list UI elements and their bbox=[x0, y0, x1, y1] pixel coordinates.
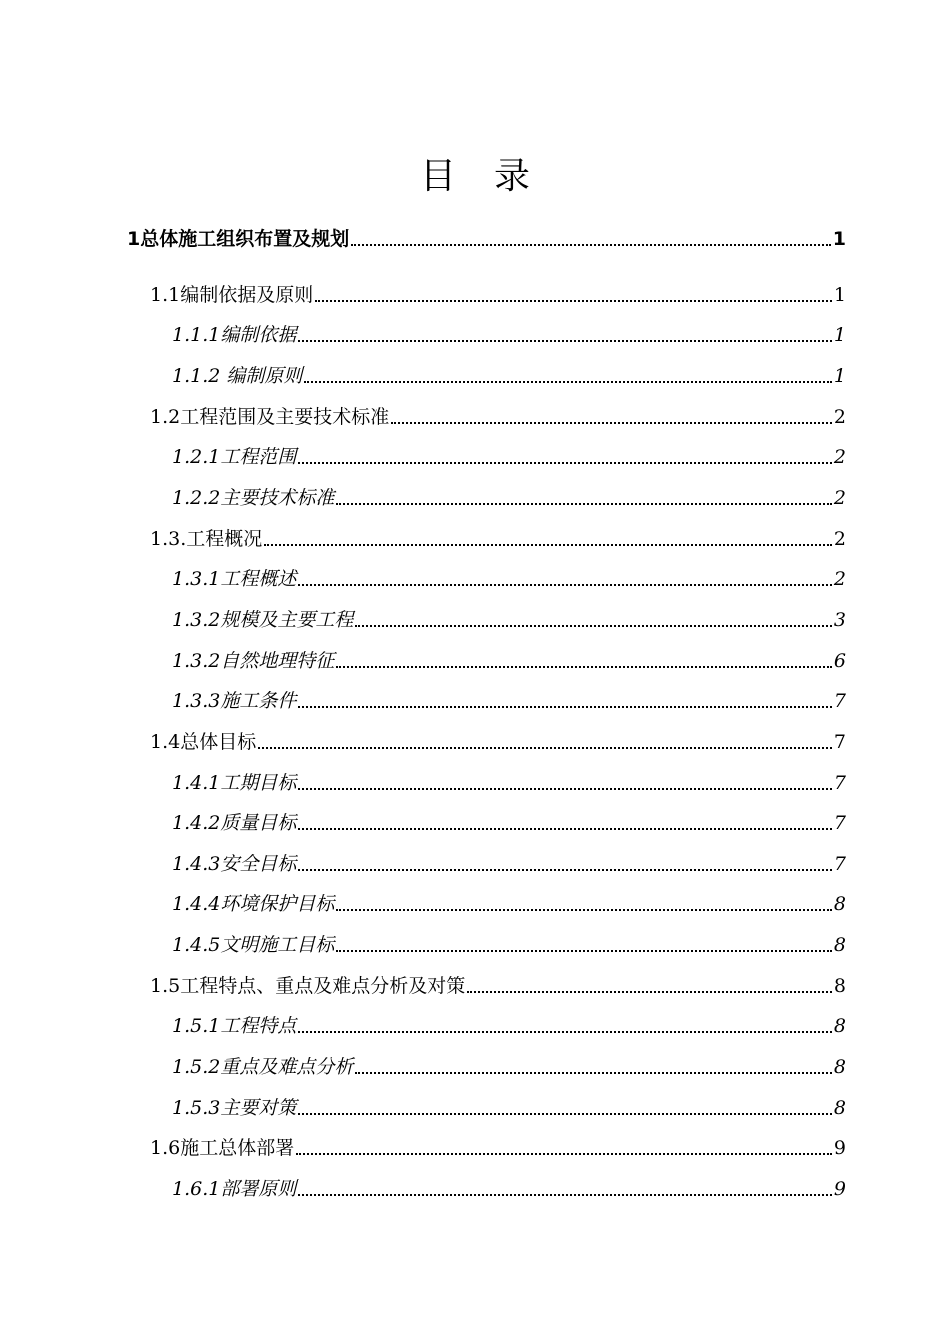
toc-leader-dots bbox=[298, 868, 832, 871]
toc-entry-label: 1.2工程范围及主要技术标准 bbox=[150, 406, 390, 428]
toc-entry-label: 1.6.1部署原则 bbox=[172, 1178, 297, 1200]
toc-entry[interactable] bbox=[172, 1008, 846, 1038]
toc-entry[interactable] bbox=[172, 765, 846, 795]
toc-entry-page-number: 2 bbox=[833, 568, 846, 590]
toc-leader-dots bbox=[298, 1112, 832, 1115]
toc-leader-dots bbox=[336, 665, 832, 668]
toc-entry-label: 1总体施工组织布置及规划 bbox=[127, 228, 350, 250]
toc-entry[interactable] bbox=[150, 399, 846, 429]
toc-entry-page-number: 2 bbox=[833, 487, 846, 509]
toc-entry[interactable] bbox=[127, 221, 846, 251]
toc-entry[interactable] bbox=[172, 643, 846, 673]
toc-entry-page-number: 1 bbox=[832, 228, 846, 250]
toc-entry[interactable] bbox=[172, 480, 846, 510]
toc-leader-dots bbox=[315, 299, 832, 302]
toc-entry-label: 1.3.工程概况 bbox=[150, 528, 263, 550]
toc-entry-label: 1.4.2质量目标 bbox=[172, 812, 297, 834]
toc-entry-label: 1.4.5文明施工目标 bbox=[172, 934, 335, 956]
toc-entry[interactable] bbox=[150, 968, 846, 998]
toc-leader-dots bbox=[391, 421, 832, 424]
toc-entry-label: 1.4.4环境保护目标 bbox=[172, 893, 335, 915]
toc-entry[interactable] bbox=[172, 1171, 846, 1201]
toc-entry-label: 1.1编制依据及原则 bbox=[150, 284, 314, 306]
toc-entry-label: 1.5工程特点、重点及难点分析及对策 bbox=[150, 975, 466, 997]
toc-leader-dots bbox=[298, 461, 832, 464]
toc-entry-page-number: 2 bbox=[833, 528, 846, 550]
toc-entry-page-number: 8 bbox=[833, 893, 846, 915]
toc-entry-label: 1.5.1工程特点 bbox=[172, 1015, 297, 1037]
toc-entry-page-number: 2 bbox=[833, 406, 846, 428]
toc-entry[interactable] bbox=[150, 521, 846, 551]
toc-entry-label: 1.2.1工程范围 bbox=[172, 446, 297, 468]
toc-leader-dots bbox=[264, 543, 832, 546]
toc-entry[interactable] bbox=[172, 439, 846, 469]
toc-entry-page-number: 7 bbox=[833, 731, 846, 753]
toc-entry[interactable] bbox=[172, 846, 846, 876]
toc-leader-dots bbox=[298, 339, 832, 342]
toc-entry[interactable] bbox=[150, 277, 846, 307]
toc-entry[interactable] bbox=[172, 317, 846, 347]
toc-leader-dots bbox=[298, 583, 832, 586]
toc-entry-page-number: 8 bbox=[833, 934, 846, 956]
toc-leader-dots bbox=[298, 1193, 832, 1196]
toc-entry-label: 1.3.2自然地理特征 bbox=[172, 650, 335, 672]
toc-leader-dots bbox=[355, 624, 832, 627]
toc-leader-dots bbox=[336, 502, 832, 505]
toc-title-part1: 目 bbox=[419, 156, 456, 197]
toc-entry-label: 1.3.2规模及主要工程 bbox=[172, 609, 354, 631]
toc-leader-dots bbox=[355, 1071, 832, 1074]
toc-entry-label: 1.3.3施工条件 bbox=[172, 690, 297, 712]
toc-leader-dots bbox=[304, 380, 832, 383]
toc-leader-dots bbox=[298, 827, 832, 830]
toc-entry-page-number: 7 bbox=[833, 690, 846, 712]
toc-leader-dots bbox=[298, 705, 832, 708]
toc-entry-page-number: 9 bbox=[833, 1178, 846, 1200]
toc-entry-page-number: 1 bbox=[833, 284, 846, 306]
toc-title-part2: 录 bbox=[494, 156, 531, 197]
toc-entry-label: 1.6施工总体部署 bbox=[150, 1137, 295, 1159]
toc-entry[interactable] bbox=[172, 886, 846, 916]
toc-leader-dots bbox=[336, 908, 832, 911]
toc-entry[interactable] bbox=[150, 724, 846, 754]
toc-entry-page-number: 8 bbox=[833, 975, 846, 997]
toc-entry[interactable] bbox=[172, 927, 846, 957]
toc-entry[interactable] bbox=[172, 683, 846, 713]
toc-entry-page-number: 7 bbox=[833, 812, 846, 834]
toc-entry-label: 1.1.1编制依据 bbox=[172, 324, 297, 346]
toc-leader-dots bbox=[351, 243, 831, 246]
toc-title bbox=[0, 152, 950, 202]
toc-entry-page-number: 7 bbox=[833, 772, 846, 794]
toc-entry-page-number: 9 bbox=[833, 1137, 846, 1159]
toc-entry-label: 1.4总体目标 bbox=[150, 731, 257, 753]
toc-entry-page-number: 3 bbox=[833, 609, 846, 631]
toc-entry-page-number: 1 bbox=[833, 365, 846, 387]
toc-entry-label: 1.1.2 编制原则 bbox=[172, 365, 303, 387]
toc-entry[interactable] bbox=[172, 602, 846, 632]
toc-leader-dots bbox=[467, 990, 832, 993]
toc-entry-page-number: 2 bbox=[833, 446, 846, 468]
toc-entry-label: 1.4.3安全目标 bbox=[172, 853, 297, 875]
toc-entry[interactable] bbox=[172, 1049, 846, 1079]
toc-entry[interactable] bbox=[172, 358, 846, 388]
toc-entry-page-number: 6 bbox=[833, 650, 846, 672]
toc-leader-dots bbox=[296, 1152, 832, 1155]
toc-entry-page-number: 8 bbox=[833, 1015, 846, 1037]
toc-entry-label: 1.5.3主要对策 bbox=[172, 1097, 297, 1119]
toc-entry[interactable] bbox=[172, 561, 846, 591]
toc-entry-label: 1.5.2重点及难点分析 bbox=[172, 1056, 354, 1078]
toc-leader-dots bbox=[298, 787, 832, 790]
toc-entry-label: 1.2.2主要技术标准 bbox=[172, 487, 335, 509]
toc-entry-page-number: 8 bbox=[833, 1097, 846, 1119]
toc-entry-page-number: 8 bbox=[833, 1056, 846, 1078]
toc-leader-dots bbox=[258, 746, 832, 749]
toc-entry-label: 1.3.1工程概述 bbox=[172, 568, 297, 590]
toc-entry[interactable] bbox=[172, 1090, 846, 1120]
toc-entry[interactable] bbox=[150, 1130, 846, 1160]
toc-leader-dots bbox=[298, 1030, 832, 1033]
toc-entry-page-number: 1 bbox=[833, 324, 846, 346]
toc-entry-label: 1.4.1工期目标 bbox=[172, 772, 297, 794]
toc-entry[interactable] bbox=[172, 805, 846, 835]
toc-entry-page-number: 7 bbox=[833, 853, 846, 875]
toc-leader-dots bbox=[336, 949, 832, 952]
